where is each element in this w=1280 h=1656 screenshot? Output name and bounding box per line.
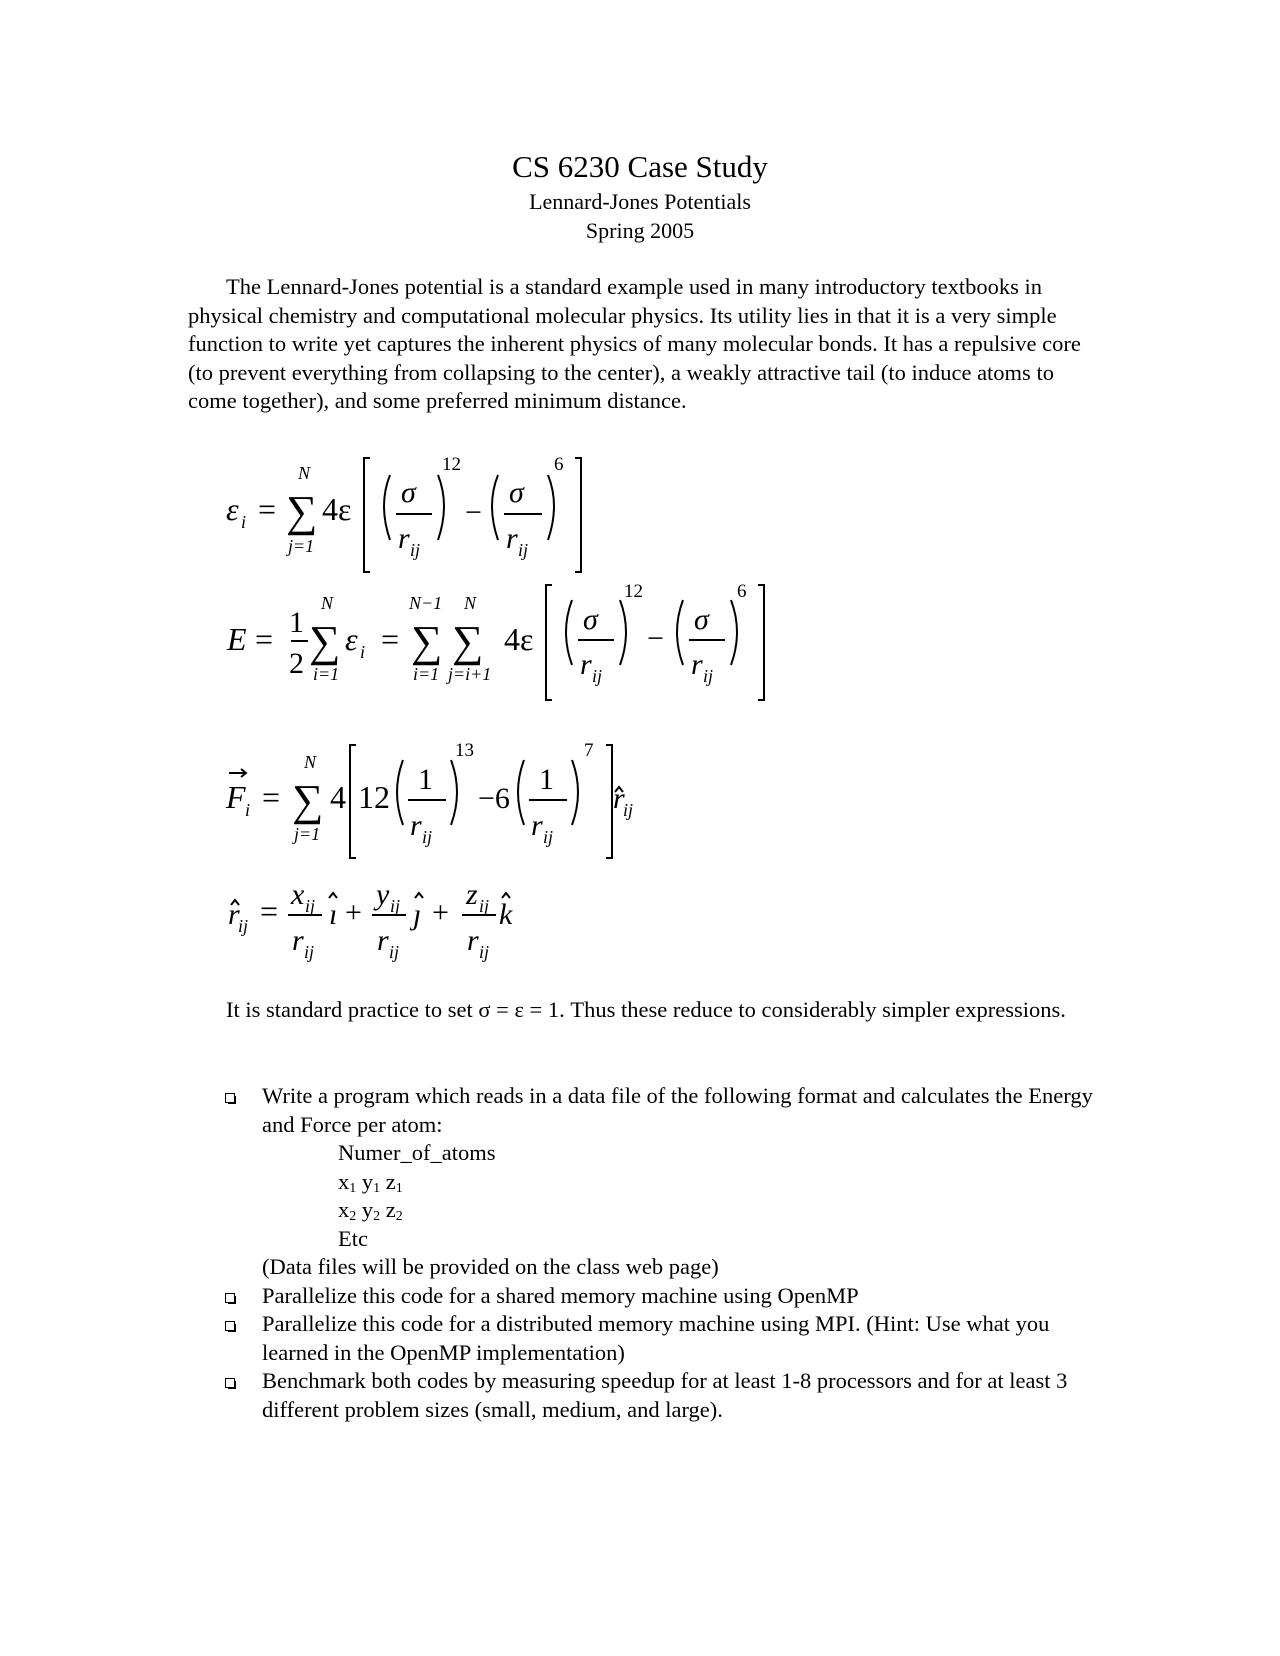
- eq2-r-2: r: [691, 648, 703, 681]
- eq2-exponent-12: 12: [624, 581, 643, 602]
- eq3-r-hat: r: [613, 782, 625, 815]
- eq1-exponent-6: 6: [554, 454, 564, 475]
- equation-energy-per-atom: [226, 454, 564, 560]
- eq4-k-unit: k: [499, 898, 513, 931]
- eq1-minus: −: [465, 496, 482, 529]
- checkbox-bullet-icon: [225, 1293, 235, 1303]
- eq2-right-bracket: [758, 585, 764, 700]
- eq3-r-2: r: [531, 809, 543, 842]
- eq2-equals: =: [255, 621, 274, 657]
- eq3-sum-lower: j=1: [294, 824, 321, 844]
- checkbox-bullet-icon: [225, 1321, 235, 1331]
- eq1-r-2: r: [506, 522, 518, 555]
- eq2-sum-sign-1: ∑: [309, 617, 341, 666]
- eq2-r-sub-1: ij: [592, 666, 603, 686]
- eq1-paren-l1: [384, 475, 390, 540]
- eq2-half-numerator: 1: [289, 606, 304, 639]
- equation-force: [225, 740, 633, 847]
- standard-practice-text: It is standard practice to set σ = ε = 1. Thus these reduce to considerably simpler expressions.: [226, 997, 1066, 1022]
- eq1-sigma-1: σ: [401, 476, 416, 509]
- eq3-coef-4: 4: [330, 779, 346, 815]
- task4-text: Benchmark both codes by measuring speedup for at least 1-8 processors and for at least 3 different problem sizes (small, medium, and large).: [262, 1368, 1068, 1422]
- eq4-x: x: [291, 878, 305, 911]
- eq1-sum-upper: N: [298, 463, 311, 483]
- data-file-format: [262, 1139, 1102, 1253]
- equation-unit-vector: [228, 878, 513, 962]
- eq4-r-den-1: r: [292, 924, 304, 957]
- eq4-y: y: [376, 878, 390, 911]
- eq2-epsilon-i: ε: [345, 621, 358, 657]
- format-line-2: $x_2$ $y_2$ $z_2$: [338, 1197, 403, 1224]
- intro-text: The Lennard-Jones potential is a standard example used in many introductory textbooks in physical chemistry and computational molecular physics. Its utility lies in that it is a very simple function to write yet captures the inherent physics of many molecular bonds. It has a repulsive core (to prevent everything from collapsing to the center), a weakly attractive tail (to induce atoms to come together), and some preferred minimum distance.: [188, 274, 1081, 413]
- eq3-sub-i: i: [245, 800, 251, 820]
- eq2-paren-l1: [566, 600, 572, 665]
- task-item-benchmark: [222, 1367, 1102, 1424]
- eq3-one-1: 1: [418, 763, 433, 796]
- task-list: [222, 1082, 1102, 1424]
- eq2-E: E: [227, 621, 247, 657]
- eq2-minus: −: [647, 622, 664, 655]
- eq2-r-sub-2: ij: [703, 666, 714, 686]
- eq2-equals-2: =: [381, 621, 400, 657]
- standard-practice-paragraph: [188, 996, 1088, 1025]
- eq1-right-bracket: [575, 458, 581, 572]
- format-line-atoms: Numer_of_atoms: [338, 1140, 496, 1165]
- eq3-paren-l2: [518, 760, 524, 825]
- checkbox-bullet-icon: [225, 1093, 235, 1103]
- eq4-r-hat: r: [228, 898, 240, 931]
- eq4-i-unit: ı: [329, 898, 338, 931]
- eq2-paren-r1: [620, 600, 626, 665]
- eq2-sum3-upper: N: [464, 593, 477, 613]
- eq4-r-den-2: r: [377, 924, 389, 957]
- eq1-sigma-2: σ: [509, 476, 524, 509]
- eq3-r-sub-2: ij: [543, 827, 554, 847]
- eq3-exponent-7: 7: [584, 740, 594, 761]
- eq4-r-den-3: r: [467, 924, 479, 957]
- task-item-program: [222, 1082, 1102, 1282]
- eq2-sum1-upper: N: [321, 593, 334, 613]
- eq3-coef-12: 12: [358, 779, 390, 815]
- eq4-plus-1: +: [345, 896, 362, 929]
- eq3-r-sub-1: ij: [422, 827, 433, 847]
- eq4-r-den-1-sub: ij: [304, 942, 315, 962]
- eq4-r-den-2-sub: ij: [389, 942, 400, 962]
- eq2-sigma-1: σ: [583, 603, 598, 636]
- eq2-r-1: r: [580, 648, 592, 681]
- task3-text: Parallelize this code for a distributed memory machine using MPI. (Hint: Use what you learned in the OpenMP implementation): [262, 1311, 1050, 1365]
- eq4-z-sub: ij: [479, 896, 490, 916]
- eq2-sum2-upper: N−1: [409, 593, 443, 613]
- eq1-paren-r2: [548, 475, 554, 540]
- document-term: Spring 2005: [585, 218, 695, 243]
- eq1-epsilon-i: ε: [226, 491, 239, 527]
- equation-total-energy: [226, 581, 747, 686]
- eq3-F: F: [226, 779, 246, 815]
- eq4-r-hat-sub: ij: [238, 916, 249, 936]
- eq2-sigma-2: σ: [694, 603, 709, 636]
- eq3-r-hat-sub: ij: [623, 800, 634, 820]
- eq1-r-sub-1: ij: [410, 540, 421, 560]
- document-subtitle: Lennard-Jones Potentials: [529, 189, 751, 214]
- format-line-1: $x_1$ $y_1$ $z_1$: [338, 1168, 403, 1196]
- eq2-sum2-lower: i=1: [413, 664, 440, 684]
- task-item-mpi: [222, 1310, 1102, 1367]
- eq3-vector-arrow: [229, 769, 246, 777]
- eq3-paren-r2: [572, 760, 578, 825]
- eq2-sub-i: i: [360, 642, 366, 662]
- task-item-openmp: [222, 1282, 1102, 1311]
- eq4-plus-2: +: [432, 896, 449, 929]
- eq1-paren-r1: [438, 475, 444, 540]
- task1-note: (Data files will be provided on the class web page): [262, 1254, 719, 1279]
- eq3-equals: =: [262, 779, 281, 815]
- eq1-equals: =: [258, 491, 277, 527]
- eq2-sum-sign-2: ∑: [411, 617, 443, 666]
- eq3-paren-l1: [397, 760, 403, 825]
- eq4-j-unit: ȷ: [413, 898, 422, 931]
- eq2-sum3-lower: j=i+1: [448, 664, 492, 684]
- eq1-exponent-12: 12: [442, 454, 461, 475]
- document-title: CS 6230 Case Study: [512, 149, 768, 184]
- eq2-paren-l2: [677, 600, 683, 665]
- eq2-sum-sign-3: ∑: [452, 617, 484, 666]
- eq3-exponent-13: 13: [455, 740, 474, 761]
- format-line-etc: Etc: [338, 1225, 368, 1251]
- eq3-sum-sign: ∑: [292, 776, 324, 825]
- task1-text: Write a program which reads in a data file of the following format and calculates the Energy and Force per atom:: [262, 1083, 1093, 1137]
- eq3-right-bracket: [606, 745, 612, 858]
- eq1-sub-i: i: [241, 512, 247, 532]
- eq1-coefficient: 4ε: [322, 491, 352, 527]
- eq1-paren-l2: [492, 475, 498, 540]
- eq1-sum-lower: j=1: [288, 536, 315, 556]
- eq2-exponent-6: 6: [737, 581, 747, 602]
- eq2-coefficient: 4ε: [504, 621, 534, 657]
- eq1-r-1: r: [398, 522, 410, 555]
- eq1-r-sub-2: ij: [518, 540, 529, 560]
- eq2-paren-r2: [731, 600, 737, 665]
- eq3-r-1: r: [410, 809, 422, 842]
- eq4-r-den-3-sub: ij: [479, 942, 490, 962]
- eq4-z: z: [466, 878, 478, 911]
- eq2-sum1-lower: i=1: [313, 664, 340, 684]
- eq3-one-2: 1: [539, 763, 554, 796]
- eq4-y-sub: ij: [390, 896, 401, 916]
- eq3-paren-r1: [451, 760, 457, 825]
- eq1-sum-sign: ∑: [286, 487, 318, 536]
- checkbox-bullet-icon: [225, 1378, 235, 1388]
- eq4-x-sub: ij: [305, 896, 316, 916]
- eq3-coef-minus6: −6: [478, 782, 510, 815]
- eq3-left-bracket: [350, 745, 356, 858]
- eq1-left-bracket: [364, 458, 370, 572]
- eq4-equals: =: [260, 893, 279, 929]
- eq2-left-bracket: [546, 585, 552, 700]
- eq3-sum-upper: N: [304, 752, 317, 772]
- task2-text: Parallelize this code for a shared memory machine using OpenMP: [262, 1282, 859, 1308]
- eq2-half-denominator: 2: [289, 647, 304, 680]
